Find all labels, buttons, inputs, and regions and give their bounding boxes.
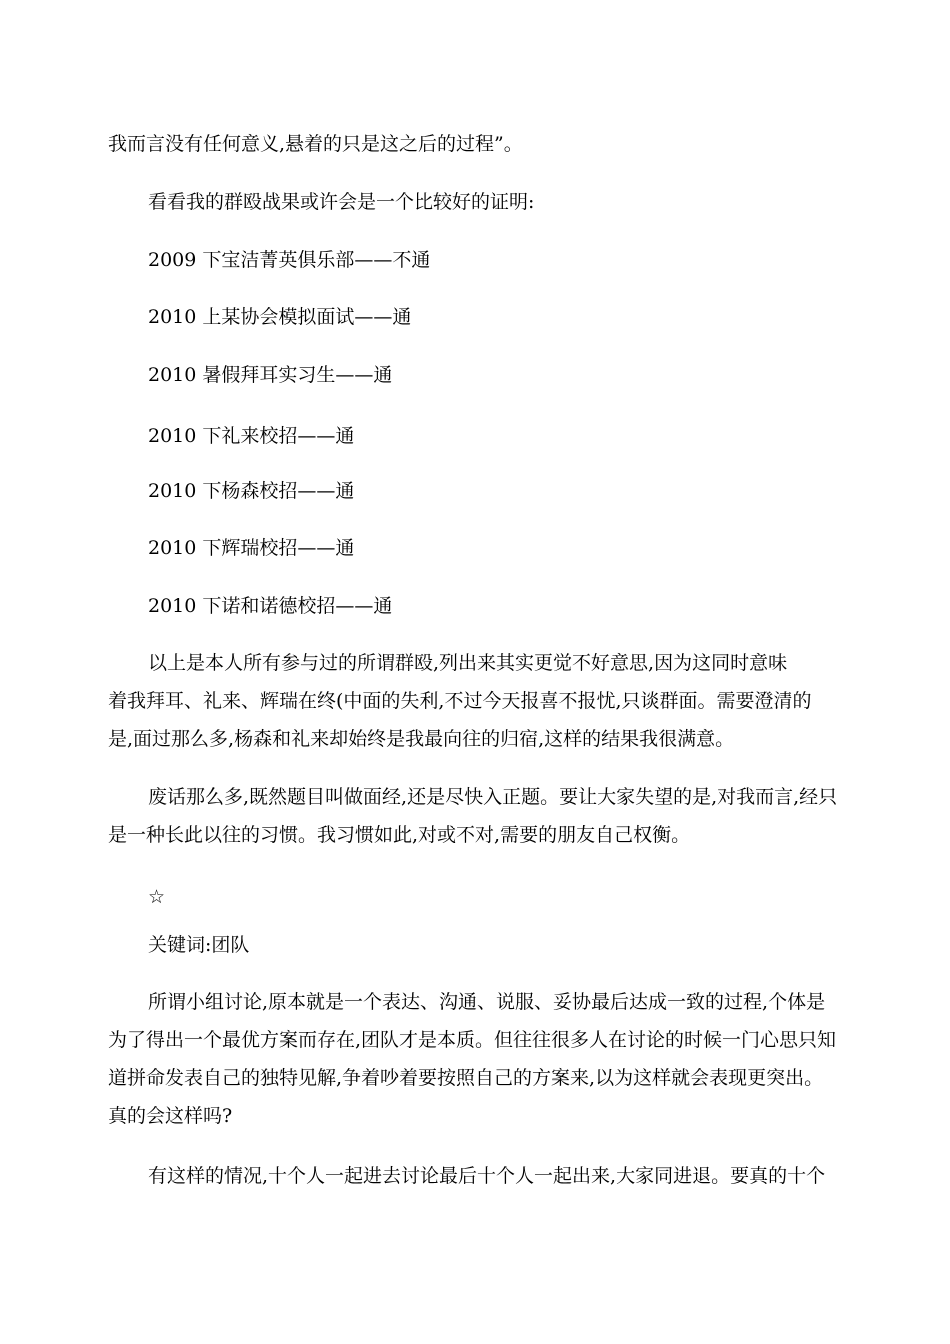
list-item: 2010 下诺和诺德校招——通 bbox=[148, 595, 393, 617]
text-line: 看看我的群殴战果或许会是一个比较好的证明: bbox=[148, 191, 535, 213]
list-item: 2010 暑假拜耳实习生——通 bbox=[148, 364, 393, 386]
text-line: 是一种长此以往的习惯。我习惯如此,对或不对,需要的朋友自己权衡。 bbox=[108, 824, 691, 846]
text-line: 着我拜耳、礼来、辉瑞在终(中面的失利,不过今天报喜不报忧,只谈群面。需要澄清的 bbox=[108, 690, 812, 712]
text-line: 我而言没有任何意义,悬着的只是这之后的过程”。 bbox=[108, 133, 523, 155]
list-item: 2010 下杨森校招——通 bbox=[148, 480, 355, 502]
text-line: 有这样的情况,十个人一起进去讨论最后十个人一起出来,大家同进退。要真的十个 bbox=[148, 1165, 826, 1187]
text-line: 以上是本人所有参与过的所谓群殴,列出来其实更觉不好意思,因为这同时意味 bbox=[148, 652, 788, 674]
text-line: 所谓小组讨论,原本就是一个表达、沟通、说服、妥协最后达成一致的过程,个体是 bbox=[148, 991, 826, 1013]
list-item: 2010 下辉瑞校招——通 bbox=[148, 537, 355, 559]
text-line: 真的会这样吗? bbox=[108, 1105, 233, 1127]
section-heading: 关键词:团队 bbox=[148, 934, 250, 956]
star-icon: ☆ bbox=[148, 886, 166, 908]
list-item: 2009 下宝洁菁英俱乐部——不通 bbox=[148, 249, 431, 271]
list-item: 2010 上某协会模拟面试——通 bbox=[148, 306, 412, 328]
text-line: 废话那么多,既然题目叫做面经,还是尽快入正题。要让大家失望的是,对我而言,经只 bbox=[148, 786, 838, 808]
text-line: 道拼命发表自己的独特见解,争着吵着要按照自己的方案来,以为这样就会表现更突出。 bbox=[108, 1067, 824, 1089]
list-item: 2010 下礼来校招——通 bbox=[148, 425, 355, 447]
text-line: 为了得出一个最优方案而存在,团队才是本质。但往往很多人在讨论的时候一门心思只知 bbox=[108, 1029, 837, 1051]
text-line: 是,面过那么多,杨森和礼来却始终是我最向往的归宿,这样的结果我很满意。 bbox=[108, 728, 735, 750]
